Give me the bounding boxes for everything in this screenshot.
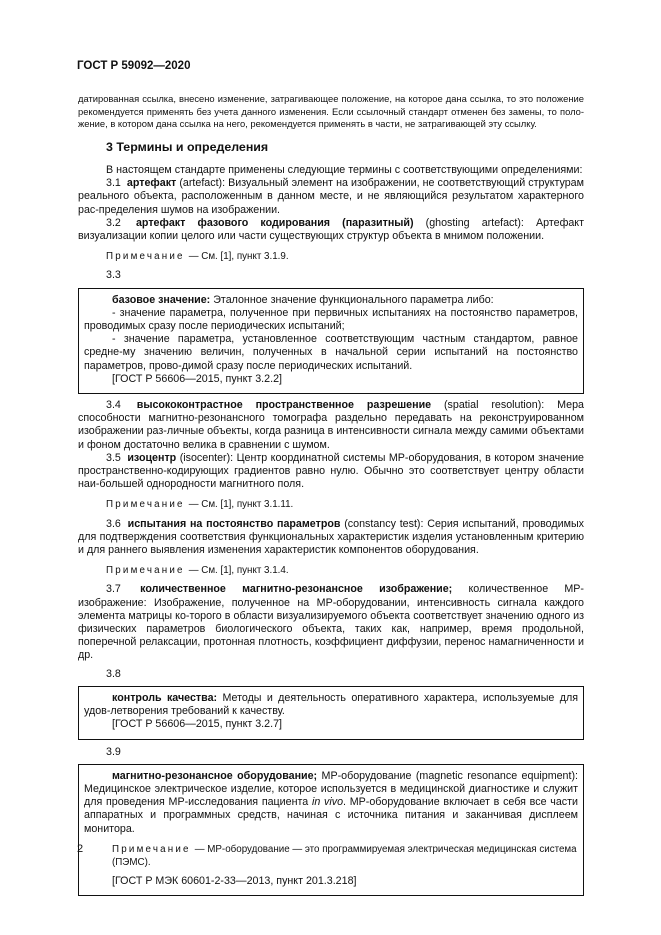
term-number: 3.5 <box>106 451 121 464</box>
list-item: - значение параметра, установленное соответствующим частным стандартом, равное средне-му значению величин, полученных в начальной серии испытаний на постоянство параметров, прово-димой сразу после периодических испытаний. <box>84 333 578 372</box>
note-text: — См. [1], пункт 3.1.11. <box>188 499 294 511</box>
note-text: — См. [1], пункт 3.1.9. <box>188 251 289 263</box>
term-name: контроль качества: <box>112 691 218 704</box>
term-name: артефакт <box>126 177 177 190</box>
term-3-3-number: 3.3 <box>106 269 121 282</box>
term-name: магнитно-резонансное оборудование; <box>112 769 318 782</box>
term-name: высококонтрастное пространственное разрешение <box>136 399 432 412</box>
term-3-3-box <box>78 288 584 394</box>
term-3-5 <box>78 452 584 492</box>
source-reference: [ГОСТ Р 56606—2015, пункт 3.2.2] <box>112 372 282 385</box>
term-3-6 <box>78 518 584 558</box>
lead-paragraph: В настоящем стандарте применены следующие термины с соответствующими определениями: <box>106 163 583 176</box>
note-label: Примечание <box>112 843 191 855</box>
term-3-2 <box>78 217 584 243</box>
term-definition: (spatial resolution): Мера способности магнитно-резонансного томографа раздельно передавать на реконструированном изображении раз-личные объекты, когда разница в интенсивности сигнала между самими объектами и фоном достаточно велика в сравнении с шумом. <box>78 399 584 451</box>
term-definition: (constancy test): Серия испытаний, проводимых для подтверждения соответствия функциональных характеристик изделия установленным критерию и для раннего выявления изменения характеристик компонентов оборудования. <box>78 517 584 557</box>
note-label: Примечание <box>106 499 185 511</box>
document-id: ГОСТ Р 59092—2020 <box>77 60 191 72</box>
list-item: - значение параметра, полученное при первичных испытаниях на постоянство параметров, проводимых сразу после периодических испытаний; <box>84 306 578 333</box>
section-title: Термины и определения <box>116 139 269 154</box>
section-heading <box>106 141 584 154</box>
note-3-2 <box>106 250 584 263</box>
term-definition: (artefact): Визуальный элемент на изображении, не соответствующий структурам реального объекта, расположенным в данном месте, и не являющийся результатом характерного рас-пределения шумов на изображении. <box>78 177 584 216</box>
term-3-9-number: 3.9 <box>106 745 121 758</box>
term-3-8-definition <box>84 692 578 718</box>
term-number: 3.7 <box>106 583 121 596</box>
term-definition: Эталонное значение функционального параметра либо: <box>213 293 494 306</box>
section-number: 3 <box>106 139 113 154</box>
term-definition-continued: . МР-оборудование включает в себя все части аппаратных и программных средств, начиная с источника питания и заканчивая дисплеем монитора. <box>84 796 578 835</box>
term-number: 3.4 <box>106 399 121 412</box>
term-definition: МР-оборудование (magnetic resonance equipment): Медицинское электрическое изделие, которое используется в медицинской диагностике и служит для проведения МР-исследования пациента <box>84 769 578 809</box>
term-definition: (ghosting artefact): Артефакт визуализации копии целого или части существующих структур объекта в мнимом положении. <box>78 216 584 242</box>
source-reference: [ГОСТ Р 56606—2015, пункт 3.2.7] <box>112 718 282 731</box>
note-text: — МР-оборудование — это программируемая электрическая медицинская система (ПЭМС). <box>112 843 577 868</box>
term-3-8-box <box>78 686 584 740</box>
note-3-6 <box>106 564 584 577</box>
italic-term: in vivo <box>311 796 344 809</box>
term-3-3-definition <box>84 294 578 307</box>
term-3-7 <box>78 583 584 662</box>
term-number: 3.2 <box>106 216 121 229</box>
term-definition: (isocenter): Центр координатной системы МР-оборудования, в котором значение пространственно-кодирующих градиентов равно нулю. Обычно это соответствует центру области наи-большей однородности магнитного поля. <box>78 451 584 491</box>
term-name: испытания на постоянство параметров <box>127 517 341 530</box>
note-3-5 <box>106 498 584 511</box>
term-name: артефакт фазового кодирования (паразитный) <box>135 216 414 229</box>
term-3-9-box <box>78 764 584 897</box>
term-3-1 <box>78 177 584 217</box>
term-name: базовое значение: <box>112 293 211 306</box>
term-3-4 <box>78 399 584 452</box>
term-number: 3.6 <box>106 517 121 530</box>
term-definition: Методы и деятельность оперативного характера, используемые для удов-летворения требований к качеству. <box>84 691 578 718</box>
note-text: — См. [1], пункт 3.1.4. <box>188 565 289 577</box>
term-name: количественное магнитно-резонансное изображение; <box>140 583 453 596</box>
term-3-8-number: 3.8 <box>106 667 121 680</box>
source-reference: [ГОСТ Р МЭК 60601-2-33—2013, пункт 201.3.218] <box>112 875 357 888</box>
term-definition: количественное МР-изображение: Изображение, полученное на МР-оборудовании, интенсивность сигнала каждого элемента матрицы ко-торого в области визуализируемого объекта соответствует значению одного из физических параметров биологического объекта, таких как, например, время продольной, поперечной релаксации, протонная плотность, коэффициент диффузии, перенос намагниченности и др. <box>78 583 584 662</box>
page-content <box>78 93 584 901</box>
term-name: изоцентр <box>127 451 177 464</box>
note-label: Примечание <box>106 251 185 263</box>
note-3-9 <box>112 843 578 869</box>
page-number: 2 <box>77 843 84 855</box>
note-label: Примечание <box>106 565 185 577</box>
term-number: 3.1 <box>106 177 121 190</box>
term-3-9-definition <box>84 770 578 836</box>
intro-paragraph: датированная ссылка, внесено изменение, затрагивающее положение, на которое дана ссылка, то это положение рекомендуется применять без учета данного изменения. Если ссылочный стандарт отменен без замены, то поло-жение, в котором дана ссылка на него, рекомендуется применять в части, не затрагивающей эту ссылку. <box>78 93 584 130</box>
